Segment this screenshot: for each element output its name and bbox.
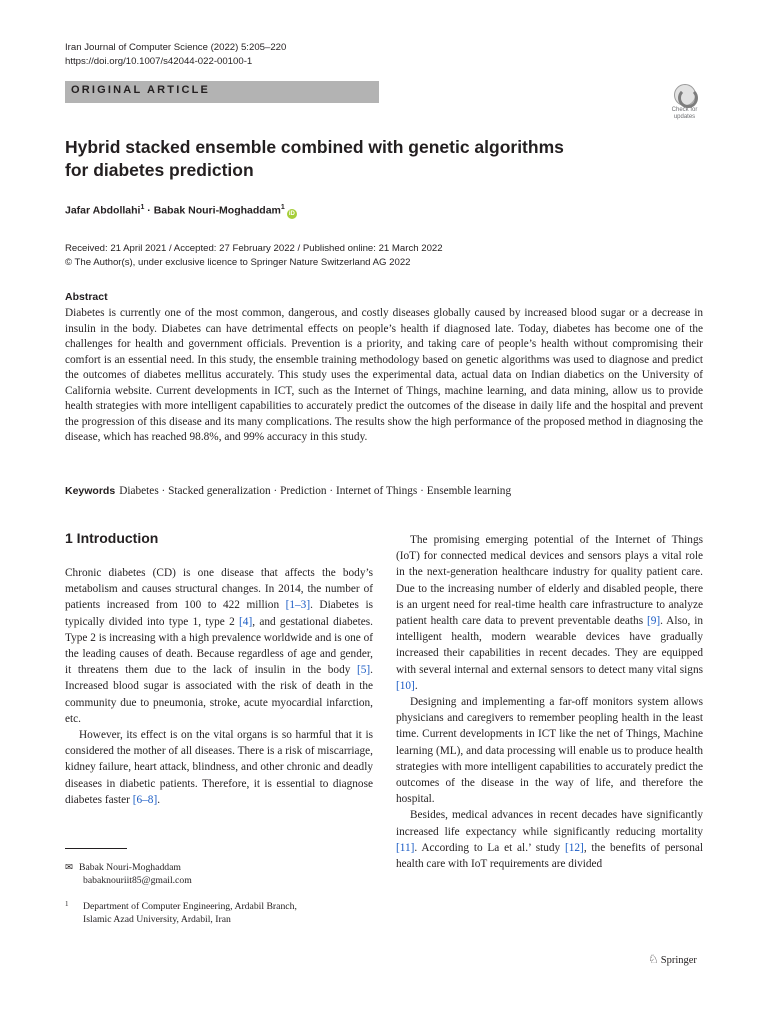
copyright-line: © The Author(s), under exclusive licence to Springer Nature Switzerland AG 2022	[65, 257, 411, 268]
keywords-label: Keywords	[65, 485, 116, 497]
history-line: Received: 21 April 2021 / Accepted: 27 February 2022 / Published online: 21 March 2022	[65, 243, 443, 254]
paragraph	[65, 727, 373, 808]
paragraph	[396, 807, 703, 872]
paragraph: Designing and implementing a far-off monitors system allows physicians and caregivers to remember peopling health in the least time. Current developments in ICT like the net of Things, Machine learning (ML), and data processing will enable us to produce health strategies with more intelligent capabilities to accurately predict the outcomes of the disease in the way of life, and therefore the hospital.	[396, 696, 703, 806]
citation-link[interactable]: [5]	[356, 664, 371, 677]
paragraph-text: Chronic diabetes (CD) is one disease that affects the body’s metabolism and causes structural changes. In 2014, the number of patients increased from 100 to 422 million	[65, 567, 373, 612]
right-column	[396, 532, 703, 872]
paragraph	[396, 532, 703, 694]
paragraph-text: .	[157, 793, 161, 806]
article-type-bar	[65, 81, 379, 103]
contact-email[interactable]: babaknouriit85@gmail.com	[83, 875, 192, 886]
author-name[interactable]: Jafar Abdollahi	[65, 204, 141, 217]
citation-link[interactable]: [12]	[564, 841, 584, 854]
footnote-divider	[65, 848, 127, 849]
citation-link[interactable]: [9]	[646, 615, 661, 628]
publication-dates	[65, 242, 443, 270]
paragraph-text: , and gestational diabetes. Type 2 is increasing with a high prevalence worldwide and is one of the leading causes of death. Because regardless of age and gender, it threatens them due to the lack of insulin in the body	[65, 615, 373, 677]
check-for-updates-badge[interactable]	[666, 84, 703, 125]
citation-link[interactable]: [6–8]	[132, 793, 158, 806]
keywords	[65, 485, 705, 497]
doi-link[interactable]: https://doi.org/10.1007/s42044-022-00100-1	[65, 56, 253, 67]
journal-citation: Iran Journal of Computer Science (2022) 5:205–220	[65, 42, 287, 53]
article-title	[65, 136, 625, 182]
affiliation-line: Islamic Azad University, Ardabil, Iran	[83, 914, 231, 925]
left-column	[65, 565, 373, 808]
abstract-body: Diabetes is currently one of the most common, dangerous, and costly diseases globally caused by increased blood sugar or a decrease in insulin in the body. Diabetes can have detrimental effects on people’s health if diagnosed late. Today, diabetes has become one of the challenges for health and government officials. Prevention is a priority, and taking care of people’s health without compromising their comfort is an essential need. In this study, the ensemble training methodology based on genetic algorithms was used to diagnose and predict the outcomes of diabetes mellitus accurately. This study uses the experimental data, actual data on Indian diabetics on the University of California website. Current developments in ICT, such as the Internet of Things, machine learning, and data mining, allow us to provide health strategies with more intelligent capabilities to accurately predict the outcomes of the disease in daily life and the hospital and prevent the progression of this disease and its many complications. The results show the high performance of the proposed method in diagnosing the disease, which has reached 98.8%, and 99% accuracy in this study.	[65, 307, 703, 443]
citation-link[interactable]: [11]	[396, 841, 415, 854]
citation-link[interactable]: [4]	[239, 615, 253, 628]
paragraph-text: Besides, medical advances in recent decades have significantly increased life expectancy while significantly reducing mortality	[396, 809, 703, 838]
paragraph-text: . Increased blood sugar is associated with the risk of death in the community due to pneumonia, stroke, acute myocardial infarction, etc.	[65, 664, 373, 725]
keywords-text: Diabetes · Stacked generalization · Prediction · Internet of Things · Ensemble learning	[119, 485, 512, 497]
citation-link[interactable]: [10]	[396, 679, 415, 692]
check-updates-text: Check for updates	[671, 107, 698, 120]
paragraph-text: . According to La et al.’ study	[414, 841, 565, 854]
paragraph-text: . Diabetes is typically divided into type 1, type 2	[65, 599, 373, 628]
abstract-heading: Abstract	[65, 291, 108, 303]
title-line-1: Hybrid stacked ensemble combined with genetic algorithms	[65, 137, 564, 157]
orcid-icon[interactable]: iD	[288, 210, 295, 217]
publisher-logo	[648, 952, 697, 967]
affiliation-marker: 1	[140, 204, 145, 211]
contact-name: Babak Nouri-Moghaddam	[79, 862, 181, 873]
citation-link[interactable]: [1–3]	[285, 599, 311, 612]
author-list	[65, 204, 297, 219]
paragraph	[65, 565, 373, 727]
article-type-label: ORIGINAL ARTICLE	[71, 84, 211, 96]
paragraph-text: The promising emerging potential of the Internet of Things (IoT) for connected medical devices and sensors plays a vital role in the next-generation healthcare industry for quality patient care. Due to the increasing number of elderly and disabled people, there is an urgent need for real-time health care infrastructure to analyze patient health care data to prevent preventable deaths	[396, 534, 703, 628]
paragraph-text: .	[414, 679, 418, 692]
affiliation-note	[65, 900, 297, 926]
author-name[interactable]: Babak Nouri-Moghaddam	[153, 204, 281, 217]
publisher-name: Springer	[660, 955, 697, 966]
affiliation-line: Department of Computer Engineering, Ardabil Branch,	[83, 901, 297, 912]
author-separator: ·	[144, 204, 154, 217]
section-heading: 1 Introduction	[65, 530, 159, 546]
springer-horse-icon: ♘	[648, 952, 659, 966]
paragraph-text: . Also, in intelligent health, modern wearable devices have gradually increased their capabilities in recent decades. They are equipped with several internal and external sensors to detect many vital signs	[396, 615, 703, 676]
corresponding-author-note	[65, 861, 192, 887]
affiliation-marker: 1	[280, 204, 285, 211]
envelope-icon: ✉	[65, 862, 74, 873]
check-updates-icon	[674, 84, 696, 106]
title-line-2: for diabetes prediction	[65, 160, 254, 180]
affiliation-number: 1	[65, 900, 69, 908]
paragraph-text: , the benefits of personal health care with IoT requirements are divided	[396, 841, 703, 871]
paragraph-text: However, its effect is on the vital organs is so harmful that it is considered the mother of all diseases. There is a risk of miscarriage, kidney failure, heart attack, blindness, and other chronic and deadly diseases in diabetic patients. Therefore, it is essential to diagnose diabetes faster	[65, 729, 373, 806]
journal-header	[65, 41, 286, 69]
